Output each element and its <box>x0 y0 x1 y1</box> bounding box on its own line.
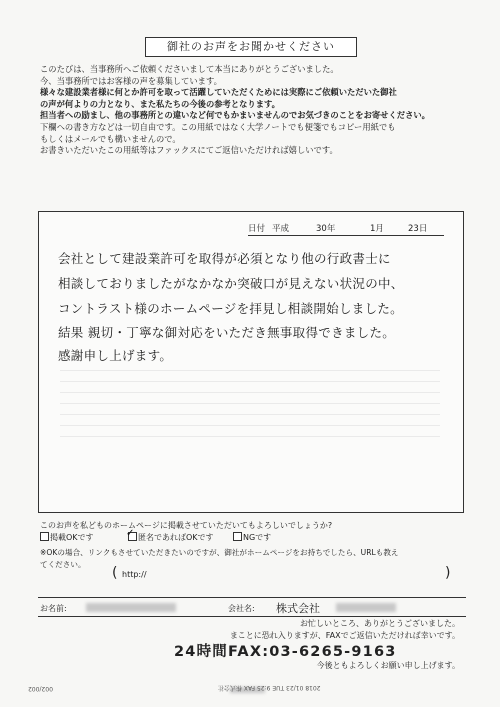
intro-text <box>40 64 470 157</box>
handwritten-line: 結果 親切・丁寧な御対応をいただき無事取得できました。 <box>58 325 396 340</box>
intro-line: 担当者への励まし、他の事務所との違いなど何でもかまいませんのでお気づきのことをお寄せください。 <box>40 110 430 121</box>
fax-number: 24時間FAX:03-6265-9163 <box>174 644 397 660</box>
date-label: 日付 <box>248 224 266 234</box>
checkbox-icon[interactable] <box>233 532 242 541</box>
thanks-line: お忙しいところ、ありがとうございました。 <box>300 619 460 628</box>
url-field[interactable] <box>40 567 465 581</box>
page-number: 002/002 <box>28 685 53 692</box>
option-ng[interactable]: NGです <box>233 532 271 543</box>
intro-line: もしくはメールでも構いませんので。 <box>40 133 181 144</box>
date-day: 23日 <box>408 224 428 234</box>
date-row <box>248 221 444 236</box>
redacted-company <box>336 603 396 612</box>
url-open-paren: ( <box>112 565 118 581</box>
faint-background-lines <box>60 360 440 440</box>
date-month: 1月 <box>370 224 384 234</box>
note-line: てください。 <box>40 559 86 569</box>
company-value: 株式会社 <box>276 602 320 615</box>
date-era: 平成 <box>272 224 290 234</box>
option-ok[interactable]: 掲載OKです <box>40 532 94 543</box>
closing-line: 今後ともよろしくお願い申し上げます。 <box>316 661 460 670</box>
handwritten-line: コントラスト様のホームページを拝見し相談開始しました。 <box>58 301 403 316</box>
company-label: 会社名: <box>228 604 255 613</box>
handwritten-line: 会社として建設業許可を取得が必須となり他の行政書士に <box>58 251 391 266</box>
fax-header-strip: 2018 01/23 TUE 9:25 FAX 株式会社 <box>218 684 321 691</box>
form-title: 御社のお声をお聞かせください <box>145 37 357 57</box>
check-mark-icon: ✓ <box>126 528 135 539</box>
intro-line: の声が何よりの力となり、また私たちの今後の参考となります。 <box>40 98 280 109</box>
name-label: お名前: <box>40 604 67 613</box>
note-line: ※OKの場合、リンクもさせていただきたいのですが、御社がホームページをお持ちでしたら、URLも教え <box>40 548 399 557</box>
option-anonymous[interactable]: 匿名であればOKです <box>128 532 214 543</box>
handwritten-line: 相談しておりましたがなかなか突破口が見えない状況の中、 <box>58 276 404 291</box>
intro-line: 様々な建設業者様に何とか許可を取って活躍していただくためには実際にご依頼いただいた御社 <box>40 87 397 98</box>
url-prefix: http:// <box>122 570 147 579</box>
date-year: 30年 <box>316 224 336 234</box>
redacted-name <box>86 603 176 612</box>
url-close-paren: ) <box>445 565 451 581</box>
name-company-row <box>38 597 466 617</box>
intro-line: このたびは、当事務所へご依頼くださいまして本当にありがとうございました。 <box>40 64 339 74</box>
checkbox-icon[interactable] <box>40 532 49 541</box>
intro-line: 今、当事務所ではお客様の声を募集しています。 <box>40 75 222 86</box>
thanks-line: まことに恐れ入りますが、FAXでご返信いただければ幸いです。 <box>229 631 460 640</box>
intro-line: 下欄への書き方などは一切自由です。この用紙ではなく大学ノートでも便箋でもコピー用紙でも <box>40 121 396 132</box>
intro-line: お書きいただいたこの用紙等はファックスにてご返信いただければ嬉しいです。 <box>40 145 338 156</box>
publish-question: このお声を私どものホームページに掲載させていただいてもよろしいでしょうか? <box>40 521 333 530</box>
handwritten-line: 感謝申し上げます。 <box>58 348 173 363</box>
